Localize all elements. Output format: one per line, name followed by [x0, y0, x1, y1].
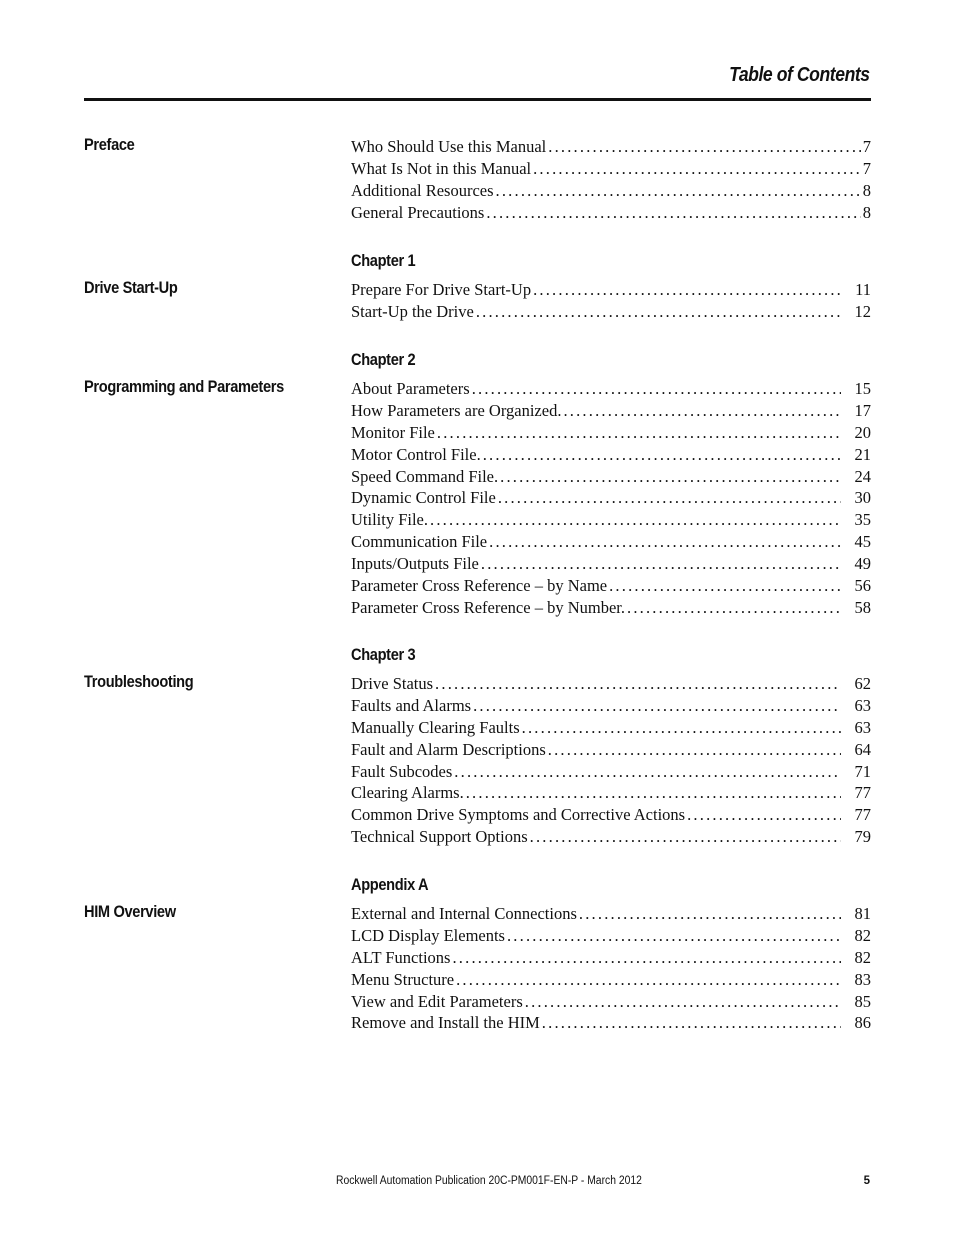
- entry-list-programming-and-parameters: [351, 378, 871, 619]
- entry-text: Communication File: [351, 532, 488, 552]
- dot-leader: [473, 695, 841, 717]
- toc-entry[interactable]: [351, 180, 871, 202]
- toc-entry[interactable]: [351, 575, 871, 597]
- entry-page: 21: [854, 444, 871, 464]
- dot-leader: [525, 991, 841, 1013]
- entry-text: Drive Status: [351, 674, 434, 693]
- entry-text: ALT Functions: [351, 947, 451, 967]
- toc-entry[interactable]: [351, 553, 871, 575]
- footer-publication: Rockwell Automation Publication 20C-PM001F-EN-P - March 2012: [336, 1175, 642, 1187]
- toc-entry[interactable]: [351, 378, 871, 400]
- entry-list-troubleshooting: [351, 673, 871, 848]
- entry-page: 62: [854, 674, 871, 693]
- toc-entry[interactable]: [351, 136, 871, 158]
- entry-page: 79: [854, 827, 871, 847]
- entry-page: 82: [854, 947, 871, 967]
- entry-text: Technical Support Options: [351, 827, 528, 847]
- entry-text: Fault and Alarm Descriptions: [351, 739, 546, 759]
- toc-entry[interactable]: [351, 761, 871, 783]
- entry-page: 63: [854, 717, 871, 737]
- dot-leader: [548, 739, 841, 761]
- section-title-drive-start-up[interactable]: Drive Start-Up: [84, 278, 178, 297]
- toc-entry[interactable]: [351, 925, 871, 947]
- entry-text: Utility File.: [351, 510, 429, 530]
- section-title-troubleshooting[interactable]: Troubleshooting: [84, 672, 194, 691]
- entry-page: 12: [854, 301, 871, 321]
- entry-page: 17: [854, 400, 871, 420]
- entry-page: 77: [854, 783, 871, 803]
- dot-leader: [472, 378, 841, 400]
- dot-leader: [500, 466, 841, 488]
- entry-text: Dynamic Control File: [351, 488, 496, 508]
- chapter-label-appendix-a: Appendix A: [351, 875, 429, 894]
- header-rule: [84, 98, 871, 101]
- toc-entry[interactable]: [351, 279, 871, 301]
- dot-leader: [435, 673, 841, 695]
- entry-text: How Parameters are Organized.: [351, 400, 562, 420]
- toc-entry[interactable]: [351, 782, 871, 804]
- entry-text: Clearing Alarms.: [351, 783, 464, 803]
- footer-page-number: 5: [863, 1175, 870, 1187]
- dot-leader: [437, 422, 841, 444]
- entry-page: 82: [854, 925, 871, 945]
- dot-leader: [476, 301, 841, 323]
- entry-text: Remove and Install the HIM: [351, 1013, 540, 1033]
- dot-leader: [486, 202, 860, 224]
- dot-leader: [548, 136, 861, 158]
- entry-text: Common Drive Symptoms and Corrective Actions: [351, 805, 686, 825]
- entry-page: 35: [854, 510, 871, 530]
- dot-leader: [496, 180, 861, 202]
- entry-text: General Precautions: [351, 202, 485, 222]
- dot-leader: [563, 400, 841, 422]
- entry-page: 8: [862, 180, 871, 200]
- toc-entry[interactable]: [351, 509, 871, 531]
- entry-page: 83: [854, 969, 871, 989]
- toc-entry[interactable]: [351, 695, 871, 717]
- dot-leader: [687, 804, 841, 826]
- entry-page: 45: [854, 532, 871, 552]
- entry-text: Faults and Alarms: [351, 695, 472, 715]
- entry-page: 49: [854, 554, 871, 574]
- toc-entry[interactable]: [351, 969, 871, 991]
- section-title-programming-and-parameters[interactable]: Programming and Parameters: [84, 377, 284, 396]
- toc-entry[interactable]: [351, 422, 871, 444]
- dot-leader: [456, 969, 841, 991]
- entry-page: 71: [854, 761, 871, 781]
- entry-text: What Is Not in this Manual: [351, 158, 532, 178]
- entry-text: Who Should Use this Manual: [351, 137, 547, 156]
- entry-page: 56: [854, 576, 871, 596]
- dot-leader: [533, 158, 861, 180]
- entry-page: 11: [855, 280, 871, 299]
- toc-entry[interactable]: [351, 717, 871, 739]
- entry-page: 7: [862, 137, 871, 156]
- dot-leader: [489, 531, 841, 553]
- entry-page: 81: [854, 904, 871, 923]
- toc-entry[interactable]: [351, 466, 871, 488]
- entry-page: 63: [854, 695, 871, 715]
- page-title: Table of Contents: [729, 64, 870, 86]
- entry-page: 8: [862, 202, 871, 222]
- entry-text: Inputs/Outputs File: [351, 554, 479, 574]
- dot-leader: [627, 597, 841, 619]
- entry-page: 77: [854, 805, 871, 825]
- toc-entry[interactable]: [351, 444, 871, 466]
- dot-leader: [542, 1012, 841, 1034]
- entry-text: External and Internal Connections: [351, 904, 577, 923]
- entry-page: 24: [854, 466, 871, 486]
- section-title-him-overview[interactable]: HIM Overview: [84, 902, 176, 921]
- entry-text: Parameter Cross Reference – by Name: [351, 576, 608, 596]
- entry-page: 15: [854, 379, 871, 398]
- entry-page: 86: [854, 1013, 871, 1033]
- dot-leader: [533, 279, 841, 301]
- chapter-label-2: Chapter 2: [351, 350, 416, 369]
- entry-page: 64: [854, 739, 871, 759]
- toc-entry[interactable]: [351, 400, 871, 422]
- toc-entry[interactable]: [351, 826, 871, 848]
- dot-leader: [579, 903, 841, 925]
- dot-leader: [498, 487, 841, 509]
- entry-text: Manually Clearing Faults: [351, 717, 520, 737]
- entry-list-drive-start-up: [351, 279, 871, 323]
- entry-list-him-overview: [351, 903, 871, 1034]
- toc-entry[interactable]: [351, 903, 871, 925]
- toc-entry[interactable]: [351, 487, 871, 509]
- entry-page: 85: [854, 991, 871, 1011]
- entry-text: Fault Subcodes: [351, 761, 453, 781]
- entry-text: Motor Control File.: [351, 444, 481, 464]
- chapter-label-1: Chapter 1: [351, 251, 416, 270]
- chapter-label-3: Chapter 3: [351, 645, 416, 664]
- entry-text: Speed Command File.: [351, 466, 499, 486]
- entry-text: Additional Resources: [351, 180, 494, 200]
- toc-entry[interactable]: [351, 673, 871, 695]
- entry-text: Parameter Cross Reference – by Number.: [351, 597, 625, 617]
- toc-entry[interactable]: [351, 739, 871, 761]
- dot-leader: [522, 717, 841, 739]
- dot-leader: [609, 575, 841, 597]
- entry-text: About Parameters: [351, 379, 470, 398]
- entry-text: View and Edit Parameters: [351, 991, 523, 1011]
- dot-leader: [430, 509, 841, 531]
- toc-entry[interactable]: [351, 597, 871, 619]
- entry-text: Start-Up the Drive: [351, 301, 474, 321]
- toc-entry[interactable]: [351, 301, 871, 323]
- entry-text: Prepare For Drive Start-Up: [351, 280, 532, 299]
- entry-text: Menu Structure: [351, 969, 455, 989]
- toc-entry[interactable]: [351, 158, 871, 180]
- entry-list-preface: [351, 136, 871, 224]
- toc-entry[interactable]: [351, 804, 871, 826]
- dot-leader: [466, 782, 841, 804]
- section-title-preface[interactable]: Preface: [84, 135, 135, 154]
- entry-text: Monitor File: [351, 422, 435, 442]
- dot-leader: [454, 761, 841, 783]
- toc-entry[interactable]: [351, 202, 871, 224]
- toc-entry[interactable]: [351, 991, 871, 1013]
- toc-entry[interactable]: [351, 947, 871, 969]
- dot-leader: [507, 925, 841, 947]
- entry-page: 30: [854, 488, 871, 508]
- entry-page: 58: [854, 597, 871, 617]
- toc-entry[interactable]: [351, 531, 871, 553]
- entry-page: 7: [862, 158, 871, 178]
- dot-leader: [481, 553, 841, 575]
- entry-text: LCD Display Elements: [351, 925, 505, 945]
- dot-leader: [483, 444, 841, 466]
- dot-leader: [452, 947, 841, 969]
- entry-page: 20: [854, 422, 871, 442]
- toc-entry[interactable]: [351, 1012, 871, 1034]
- dot-leader: [530, 826, 841, 848]
